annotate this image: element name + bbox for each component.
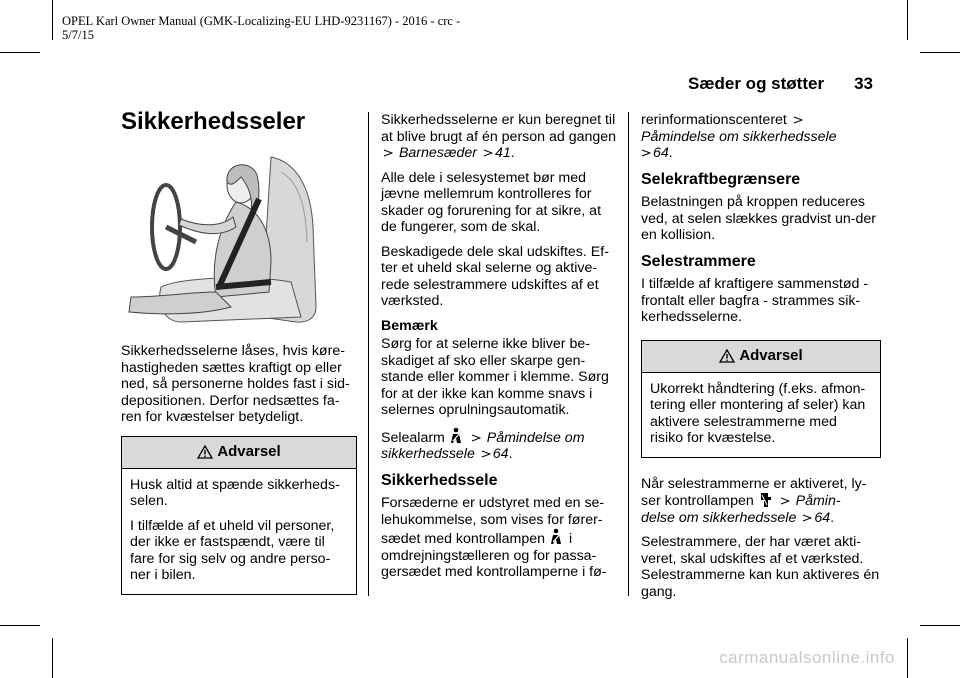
- paragraph: Alle dele i selesystemet bør med jævne mellemrum kontrolleres for skader og forurening for at sikre, at de fungerer, som de skal.: [381, 169, 602, 235]
- intro-paragraph: Sikkerhedsselerne låses, hvis køre-hastigheden sættes kraftigt op eller ned, så personerne holdes fast i sid-depositionen. Derfor nedsættes fa-ren for kvæstelser betydeligt.: [121, 343, 350, 425]
- paragraph: [381, 495, 617, 581]
- paragraph: Når selestrammerne er aktiveret, ly- ser kontrollampen Påmin- delse om sikkerhedssele 64.: [641, 475, 867, 526]
- column-2: [381, 112, 617, 589]
- paragraph: rerinformationscenteret Påmindelse om sikkerhedssele 64.: [641, 112, 837, 161]
- cross-reference-icon: [802, 513, 812, 523]
- column-divider: [628, 112, 629, 596]
- page-reference[interactable]: 64: [814, 509, 831, 526]
- cross-reference-icon: [471, 433, 481, 443]
- note-heading: Bemærk: [381, 317, 438, 334]
- cross-reference-link[interactable]: delse om sikkerhedssele: [641, 509, 797, 526]
- warning-title: Advarsel: [217, 442, 281, 460]
- text: omdrejningstælleren og for passa-gersædet med kontrollamperne i fø-: [381, 547, 607, 580]
- paragraph: I tilfælde af kraftigere sammenstød - frontalt eller bagfra - strammes sik-kerhedsselerne.: [641, 276, 869, 325]
- watermark-footer: carmanualsonline.info: [719, 648, 895, 667]
- seatbelt-tensioner-icon: [760, 492, 772, 508]
- column-3: [641, 112, 881, 608]
- page-reference[interactable]: 41: [494, 145, 511, 161]
- seatbelt-illustration: [121, 147, 331, 325]
- cross-reference-link[interactable]: sikkerhedssele: [381, 446, 475, 462]
- cross-reference-icon: [483, 148, 493, 158]
- paragraph: Beskadigede dele skal udskiftes. Ef-ter et uheld skal selerne og aktive-rede selestrammere udskiftes af et værksted.: [381, 243, 609, 309]
- text: rerinformationscenteret: [641, 112, 787, 128]
- crop-mark: [907, 638, 908, 678]
- page-number: 33: [854, 74, 873, 93]
- warning-box: [121, 436, 357, 595]
- cross-reference-link[interactable]: Påmindelse om sikkerhedssele: [641, 128, 837, 145]
- paragraph: Belastningen på kroppen reduceres ved, at selen slækkes gradvist un-der en kollision.: [641, 194, 876, 243]
- text: i: [568, 531, 573, 547]
- crop-mark: [920, 625, 960, 626]
- paragraph: Sikkerhedsselerne er kun beregnet til at blive brugt af én person ad gangen Barnesæder 41.: [381, 112, 617, 161]
- note-text: Sørg for at selerne ikke bliver be-skadiget af sko eller skarpe gen-stande eller kommer i klemme. Sørg for at der ikke kan komme snavs i selernes oprulningsautomatik.: [381, 336, 609, 418]
- cross-reference-icon: [780, 496, 790, 506]
- cross-reference-link[interactable]: Barnesæder: [398, 145, 478, 161]
- crop-mark: [907, 0, 908, 40]
- seatbelt-reminder-icon: [451, 427, 463, 445]
- warning-text: Husk altid at spænde sikkerheds-selen.: [130, 476, 340, 509]
- crop-mark: [920, 52, 960, 53]
- cross-reference-icon: [383, 148, 393, 158]
- cross-reference-link[interactable]: Påmindelse om: [486, 429, 585, 446]
- text: Når selestrammerne er aktiveret, ly-: [641, 475, 867, 492]
- crop-mark: [52, 638, 53, 678]
- cross-reference-icon: [481, 449, 491, 459]
- page-heading: Sikkerhedsseler: [121, 108, 306, 135]
- page-reference[interactable]: 64: [492, 446, 509, 462]
- meta-date: 5/7/15: [62, 28, 94, 42]
- cross-reference-icon: [641, 148, 651, 158]
- text: ser kontrollampen: [641, 493, 754, 509]
- warning-text: Ukorrekt håndtering (f.eks. afmon-tering eller montering af seler) kan aktivere selestrammerne med risiko for kvæstelse.: [650, 380, 866, 446]
- text: Forsæderne er udstyret med en se-lehukommelse, som vises for fører-: [381, 495, 605, 528]
- crop-mark: [0, 52, 40, 53]
- warning-title: Advarsel: [739, 346, 803, 364]
- warning-box: [641, 340, 881, 458]
- seatbelt-reminder-icon: [551, 528, 563, 546]
- crop-mark: [52, 0, 53, 40]
- cross-reference-icon: [793, 115, 803, 125]
- paragraph: Selealarm Påmindelse om sikkerhedssele 64.: [381, 427, 617, 463]
- page-reference[interactable]: 64: [653, 145, 669, 161]
- document-meta: [62, 14, 460, 42]
- section-heading: Selekraftbegrænsere: [641, 170, 801, 188]
- warning-text: I tilfælde af et uheld vil personer, der ikke er fastspændt, være til fare for sig selv og andre perso-ner i bilen.: [130, 517, 335, 583]
- warning-header: [642, 341, 880, 373]
- meta-line: OPEL Karl Owner Manual (GMK-Localizing-EU LHD-9231167) - 2016 - crc -: [62, 14, 461, 28]
- paragraph: Selestrammere, der har været akti-veret, skal udskiftes af et værksted. Selestrammerne kan kun aktiveres én gang.: [641, 534, 880, 600]
- text: sædet med kontrollampen: [381, 531, 546, 547]
- running-head: [688, 74, 873, 94]
- text: Selealarm: [381, 429, 445, 446]
- warning-header: [122, 437, 356, 469]
- section-heading: Selestrammere: [641, 252, 756, 270]
- section-heading: Sikkerhedssele: [381, 471, 498, 489]
- column-1: [121, 110, 357, 605]
- warning-icon: [719, 349, 735, 363]
- column-divider: [368, 112, 369, 596]
- section-title: Sæder og støtter: [688, 74, 825, 93]
- cross-reference-link[interactable]: Påmin-: [795, 493, 841, 509]
- warning-icon: [197, 445, 213, 459]
- crop-mark: [0, 625, 40, 626]
- text: Sikkerhedsselerne er kun beregnet til at blive brugt af én person ad gangen: [381, 112, 617, 145]
